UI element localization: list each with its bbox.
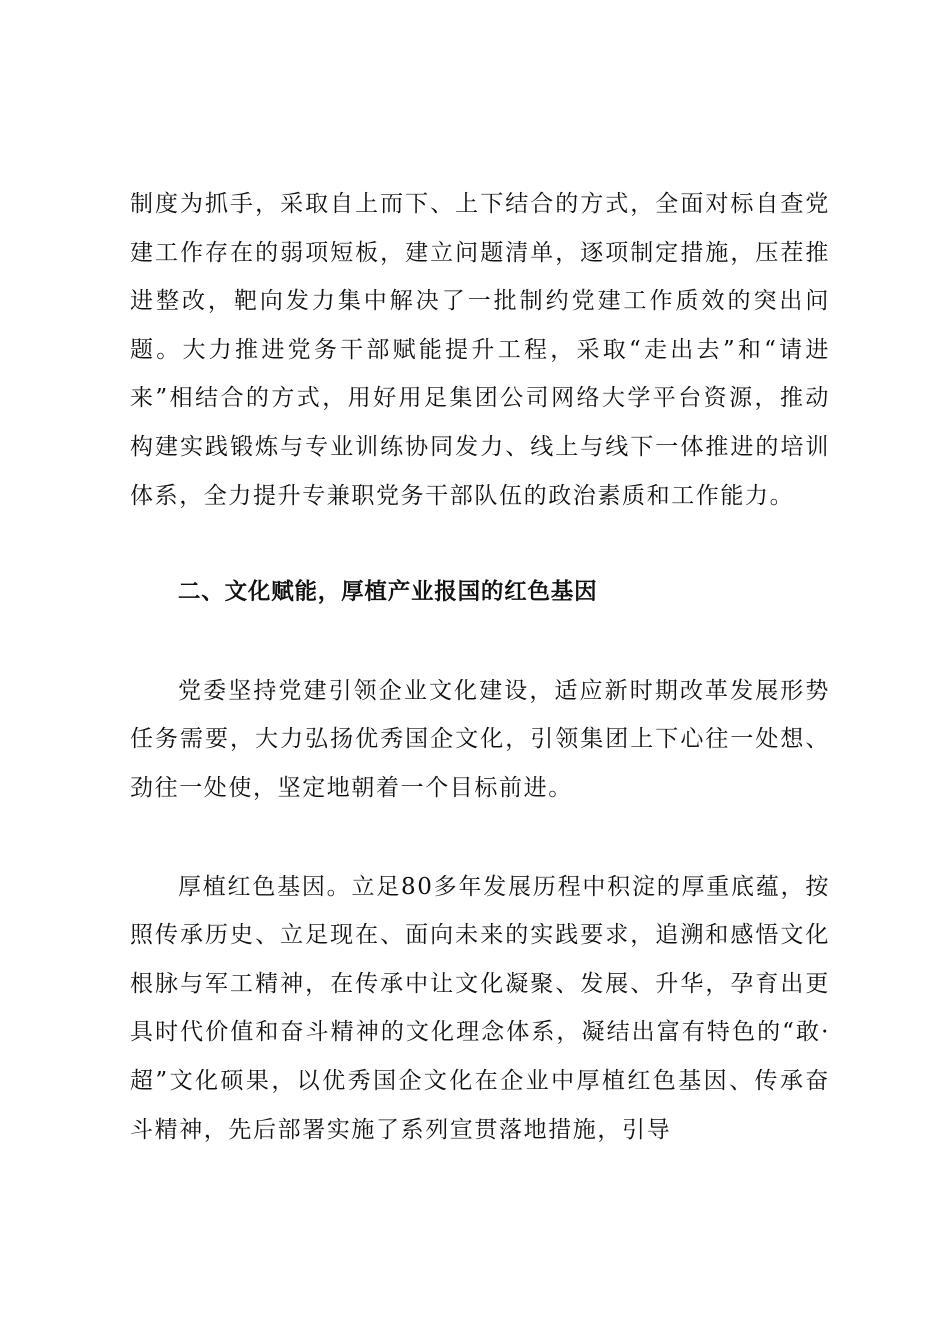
paragraph-continuation: 制度为抓手，采取自上而下、上下结合的方式，全面对标自查党建工作存在的弱项短板，建立问题清单，逐项制定措施，压茬推进整改，靶向发力集中解决了一批制约党建工作质效的突出问题。大力推进党务干部赋能提升工程，采取“走出去”和“请进来”相结合的方式，用好用足集团公司网络大学平台资源，推动构建实践锻炼与专业训练协同发力、线上与线下一体推进的培训体系，全力提升专兼职党务干部队伍的政治素质和工作能力。 — [130, 191, 830, 509]
paragraph-spacer — [130, 617, 830, 667]
paragraph-red-gene: 厚植红色基因。立足80多年发展历程中积淀的厚重底蕴，按照传承历史、立足现在、面向未来的实践要求，追溯和感悟文化根脉与军工精神，在传承中让文化凝聚、发展、升华，孕育出更具时代价值和奋斗精神的文化理念体系，凝结出富有特色的“敢·超”文化硕果，以优秀国企文化在企业中厚植红色基因、传承奋斗精神，先后部署实施了系列宣贯落地措施，引导 — [130, 873, 830, 1143]
section-heading: 二、文化赋能，厚植产业报国的红色基因 — [178, 579, 598, 606]
paragraph-spacer — [130, 520, 830, 568]
paragraph-spacer — [130, 813, 830, 863]
document-body — [130, 180, 830, 1154]
paragraph-intro: 党委坚持党建引领企业文化建设，适应新时期改革发展形势任务需要，大力弘扬优秀国企文化，引领集团上下心往一处想、劲往一处使，坚定地朝着一个目标前进。 — [130, 677, 830, 801]
